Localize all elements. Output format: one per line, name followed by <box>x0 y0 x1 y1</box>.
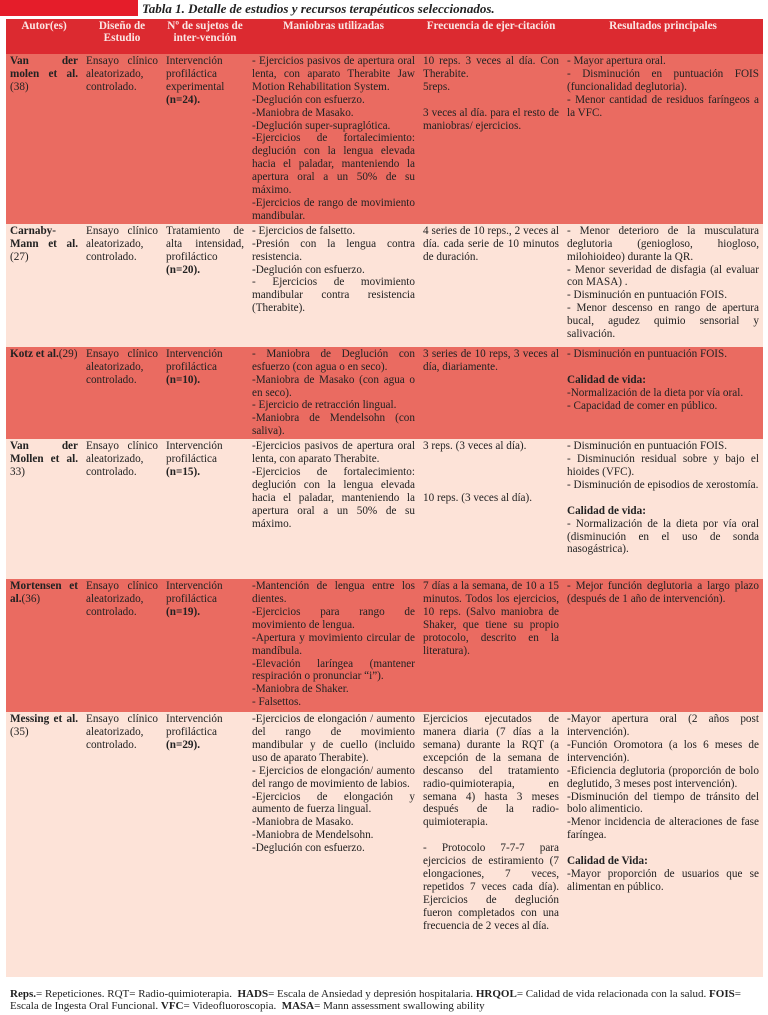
cell-results <box>563 54 763 224</box>
author-name: Mortensen et al. <box>10 580 78 606</box>
cell-author <box>6 712 82 977</box>
author-name: Kotz et al. <box>10 347 59 360</box>
spacer <box>567 492 759 505</box>
subjects-n: (n=20). <box>166 263 201 276</box>
footnote-def-fois: = Escala de Ingesta Oral Funcional. <box>10 988 741 1012</box>
quality-of-life-title: Calidad de Vida: <box>567 855 648 868</box>
maneuver-item: -Deglución con esfuerzo. <box>252 263 365 276</box>
maneuver-item: -Maniobra de Mendelsohn. <box>252 829 374 842</box>
result-item: -Disminución del tiempo de tránsito del bolo alimenticio. <box>567 790 759 816</box>
spacer <box>423 466 559 479</box>
caption-accent-bar <box>0 0 138 16</box>
maneuver-item: -Mantención de lengua entre los dientes. <box>252 580 415 606</box>
result-item: - Disminución en puntuación FOIS (funcionalidad deglutoria). <box>567 67 759 93</box>
header-design: Diseño de Estudio <box>82 19 162 54</box>
table-caption: Tabla 1. Detalle de estudios y recursos terapéuticos seleccionados. <box>142 1 495 16</box>
header-frequency: Frecuencia de ejer-citación <box>419 19 563 54</box>
maneuver-item: -Elevación laríngea (mantener respiración o pronunciar “i”). <box>252 657 415 683</box>
cell-maneuvers <box>248 712 419 977</box>
subjects-n: (n=10). <box>166 373 201 386</box>
spacer <box>567 361 759 374</box>
table-footnote <box>10 989 758 1012</box>
table-row <box>6 347 763 439</box>
result-item: - Disminución en puntuación FOIS. <box>567 289 728 302</box>
cell-author <box>6 439 82 579</box>
design-text: Ensayo clínico aleatorizado, controlado. <box>86 713 158 751</box>
spacer <box>423 94 559 107</box>
cell-frequency <box>419 54 563 224</box>
maneuver-item: - Ejercicios pasivos de apertura oral lenta, con aparato Therabite Jaw Motion Rehabilitation System. <box>252 55 415 93</box>
maneuver-item: - Ejercicio de retracción lingual. <box>252 399 397 412</box>
cell-author <box>6 579 82 712</box>
author-name: Van der Mollen et al. <box>10 440 78 466</box>
cell-design <box>82 54 162 224</box>
maneuver-item: -Ejercicios de fortalecimiento: deglución con la lengua elevada hacia el paladar, manteniendo la apertura oral a un 50% de su máximo. <box>252 465 415 530</box>
table-row <box>6 54 763 224</box>
cell-results <box>563 579 763 712</box>
quality-of-life-item: - Capacidad de comer en público. <box>567 399 718 412</box>
cell-frequency <box>419 224 563 347</box>
cell-design <box>82 439 162 579</box>
design-text: Ensayo clínico aleatorizado, controlado. <box>86 440 158 478</box>
maneuver-item: -Deglución con esfuerzo. <box>252 93 365 106</box>
subjects-text <box>166 225 244 277</box>
subjects-text <box>166 440 244 479</box>
cell-design <box>82 579 162 712</box>
cell-maneuvers <box>248 347 419 439</box>
design-text: Ensayo clínico aleatorizado, controlado. <box>86 347 158 386</box>
design-text: Ensayo clínico aleatorizado, controlado. <box>86 580 158 618</box>
maneuver-item: -Ejercicios para rango de movimiento de lengua. <box>252 605 415 631</box>
subjects-desc: Tratamiento de alta intensidad, profiláctico <box>166 224 244 263</box>
subjects-n: (n=15). <box>166 465 201 478</box>
footnote-abbr-vfc: VFC <box>160 999 184 1012</box>
cell-subjects <box>162 439 248 579</box>
maneuver-item: -Deglución con esfuerzo. <box>252 842 365 855</box>
table-body <box>6 54 763 977</box>
maneuver-item: -Ejercicios de rango de movimiento mandibular. <box>252 196 415 222</box>
cell-design <box>82 712 162 977</box>
spacer <box>423 479 559 492</box>
cell-results <box>563 224 763 347</box>
author-ref: (27) <box>10 250 29 263</box>
header-author: Autor(es) <box>6 19 82 54</box>
frequency-item: - Protocolo 7-7-7 para ejercicios de estiramiento (7 elongaciones, 7 veces, repetidos 7 veces cada día). Ejercicios de deglución fueron completados con una frecuencia de 2 veces al día. <box>423 842 559 932</box>
cell-results <box>563 439 763 579</box>
cell-author <box>6 224 82 347</box>
table-row <box>6 579 763 712</box>
author-ref: (35) <box>10 726 29 739</box>
design-text: Ensayo clínico aleatorizado, controlado. <box>86 224 158 263</box>
footnote-abbr-fois: FOIS <box>709 988 735 1000</box>
quality-of-life-item: -Normalización de la dieta por vía oral. <box>567 386 744 399</box>
author-name: Messing et al. <box>10 713 78 726</box>
author-text <box>10 55 78 94</box>
cell-frequency <box>419 439 563 579</box>
result-item: - Mayor apertura oral. <box>567 55 666 67</box>
quality-of-life-item: -Mayor proporción de usuarios que se alimentan en público. <box>567 868 759 893</box>
frequency-item: 3 veces al día. para el resto de maniobras/ ejercicios. <box>423 106 559 132</box>
quality-of-life-title: Calidad de vida: <box>567 504 646 517</box>
author-text <box>10 580 78 606</box>
result-item: - Mejor función deglutoria a largo plazo (después de 1 año de intervención). <box>567 580 759 606</box>
frequency-item: 7 días a la semana, de 10 a 15 minutos. Todos los ejercicios, 10 reps. (Salvo maniobra de Shaker, que tiene su propio protocolo, descrito en la literatura). <box>423 580 559 657</box>
result-item: -Función Oromotora (a los 6 meses de intervención). <box>567 738 759 764</box>
footnote-def-vfc: = Videofluoroscopia. <box>183 999 277 1012</box>
subjects-n: (n=19). <box>166 605 201 618</box>
maneuver-item: - Falsettos. <box>252 696 302 709</box>
author-ref: (38) <box>10 80 29 93</box>
cell-subjects <box>162 579 248 712</box>
cell-results <box>563 712 763 977</box>
author-name: Van der molen et al. <box>10 55 78 80</box>
cell-subjects <box>162 54 248 224</box>
subjects-text <box>166 348 244 387</box>
table-row <box>6 224 763 347</box>
footnote-def-masa: = Mann assessment swallowing ability <box>314 999 485 1012</box>
author-text <box>10 348 78 361</box>
table-header-row <box>6 19 763 54</box>
quality-of-life-title: Calidad de vida: <box>567 373 646 386</box>
design-text: Ensayo clínico aleatorizado, controlado. <box>86 55 158 93</box>
studies-table <box>6 19 763 977</box>
maneuver-item: -Deglución super-supraglótica. <box>252 119 391 132</box>
author-ref: (36) <box>21 593 41 606</box>
maneuver-item: -Apertura y movimiento circular de mandíbula. <box>252 631 415 657</box>
cell-design <box>82 347 162 439</box>
author-text <box>10 225 78 264</box>
header-subjects: Nº de sujetos de inter-vención <box>162 19 248 54</box>
cell-maneuvers <box>248 439 419 579</box>
footnote-def-hads: = Escala de Ansiedad y depresión hospitalaria. <box>268 988 474 1000</box>
spacer <box>567 842 759 855</box>
footnote-abbr-hads: HADS <box>237 988 269 1000</box>
header-results: Resultados principales <box>563 19 763 54</box>
cell-results <box>563 347 763 439</box>
result-item: -Eficiencia deglutoria (proporción de bolo deglutido, 3 meses post intervención). <box>567 764 759 790</box>
frequency-item: 10 reps. 3 veces al día. Con Therabite. <box>423 55 559 80</box>
footnote-def-hrqol: = Calidad de vida relacionada con la salud. <box>516 988 707 1000</box>
maneuver-item: -Ejercicios de elongación / aumento del rango de movimiento mandibular y de cuello (incluido uso de aparato Therabite). <box>252 713 415 764</box>
frequency-item: Ejercicios ejecutados de manera diaria (7 días a la semana) durante la RQT (a excepción de la semana de descanso del tratamiento radio-quimioterapia, en semana 4) hasta 3 meses después de la radio-quimioterapia. <box>423 713 559 829</box>
author-ref: 33) <box>10 465 25 478</box>
maneuver-item: -Maniobra de Mendelsohn (con saliva). <box>252 412 415 438</box>
maneuver-item: -Maniobra de Masako. <box>252 816 354 829</box>
spacer <box>423 829 559 842</box>
subjects-desc: Intervención profiláctica experimental <box>166 55 225 93</box>
cell-author <box>6 347 82 439</box>
header-maneuvers: Maniobras utilizadas <box>248 19 419 54</box>
author-text <box>10 713 78 739</box>
maneuver-item: -Maniobra de Masako. <box>252 106 354 119</box>
footnote-abbr-reps: Reps. <box>10 988 36 1000</box>
maneuver-item: -Ejercicios de fortalecimiento: deglución con la lengua elevada hacia el paladar, manteniendo la apertura oral a un 50% de su máximo. <box>252 132 415 197</box>
cell-frequency <box>419 347 563 439</box>
result-item: - Disminución residual sobre y bajo el hioides (VFC). <box>567 453 759 478</box>
maneuver-item: - Maniobra de Deglución con esfuerzo (con agua o en seco). <box>252 347 415 373</box>
result-item: - Menor severidad de disfagia (al evaluar con MASA) . <box>567 263 759 289</box>
cell-frequency <box>419 712 563 977</box>
frequency-item: 5reps. <box>423 80 451 93</box>
maneuver-item: -Ejercicios de elongación y aumento de fuerza lingual. <box>252 790 415 816</box>
footnote-def-reps: = Repeticiones. RQT= Radio-quimioterapia. <box>35 988 232 1000</box>
result-item: - Menor deterioro de la musculatura deglutoria (geniogloso, hiogloso, milohioideo) durante la QR. <box>567 224 759 263</box>
spacer <box>423 453 559 466</box>
subjects-desc: Intervención profiláctica <box>166 440 223 466</box>
author-text <box>10 440 78 479</box>
maneuver-item: -Maniobra de Masako (con agua o en seco). <box>252 373 415 399</box>
result-item: - Disminución en puntuación FOIS. <box>567 347 728 360</box>
cell-maneuvers <box>248 579 419 712</box>
frequency-item: 10 reps. (3 veces al día). <box>423 492 533 505</box>
subjects-text <box>166 580 244 619</box>
maneuver-item: - Ejercicios de movimiento mandibular contra resistencia (Therabite). <box>252 276 415 315</box>
frequency-item: 3 series de 10 reps, 3 veces al día, diariamente. <box>423 347 559 373</box>
result-item: - Menor cantidad de residuos faríngeos a la VFC. <box>567 93 759 119</box>
maneuver-item: - Ejercicios de elongación/ aumento del rango de movimiento de labios. <box>252 764 415 790</box>
maneuver-item: -Presión con la lengua contra resistencia. <box>252 237 415 263</box>
result-item: - Disminución de episodios de xerostomía. <box>567 478 759 491</box>
frequency-item: 3 reps. (3 veces al día). <box>423 440 527 453</box>
result-item: - Menor descenso en rango de apertura bucal, agudez quimio sensorial y salivación. <box>567 302 759 341</box>
maneuver-item: - Ejercicios de falsetto. <box>252 224 356 237</box>
subjects-desc: Intervención profiláctica <box>166 580 223 606</box>
table-row <box>6 712 763 977</box>
cell-author <box>6 54 82 224</box>
footnote-abbr-masa: MASA <box>281 999 315 1012</box>
cell-subjects <box>162 224 248 347</box>
cell-frequency <box>419 579 563 712</box>
cell-maneuvers <box>248 224 419 347</box>
subjects-text <box>166 713 244 752</box>
cell-maneuvers <box>248 54 419 224</box>
maneuver-item: -Maniobra de Shaker. <box>252 683 349 696</box>
cell-subjects <box>162 712 248 977</box>
result-item: -Mayor apertura oral (2 años post intervención). <box>567 713 759 739</box>
maneuver-item: -Ejercicios pasivos de apertura oral lenta, con aparato Therabite. <box>252 440 415 466</box>
table-row <box>6 439 763 579</box>
cell-subjects <box>162 347 248 439</box>
quality-of-life-item: - Normalización de la dieta por vía oral (disminución en el uso de sonda nasogástrica). <box>567 517 759 556</box>
subjects-desc: Intervención profiláctica <box>166 347 223 373</box>
author-name: Carnaby-Mann et al. <box>10 224 78 250</box>
frequency-item: 4 series de 10 reps., 2 veces al día. cada serie de 10 minutos de duración. <box>423 224 559 263</box>
subjects-n: (n=24). <box>166 93 201 106</box>
footnote-abbr-hrqol: HRQOL <box>475 988 517 1000</box>
result-item: - Disminución en puntuación FOIS. <box>567 440 728 453</box>
cell-design <box>82 224 162 347</box>
subjects-text <box>166 55 244 107</box>
result-item: -Menor incidencia de alteraciones de fase faríngea. <box>567 816 759 842</box>
author-ref: (29) <box>58 347 78 360</box>
subjects-n: (n=29). <box>166 738 201 751</box>
subjects-desc: Intervención profiláctica <box>166 713 223 739</box>
